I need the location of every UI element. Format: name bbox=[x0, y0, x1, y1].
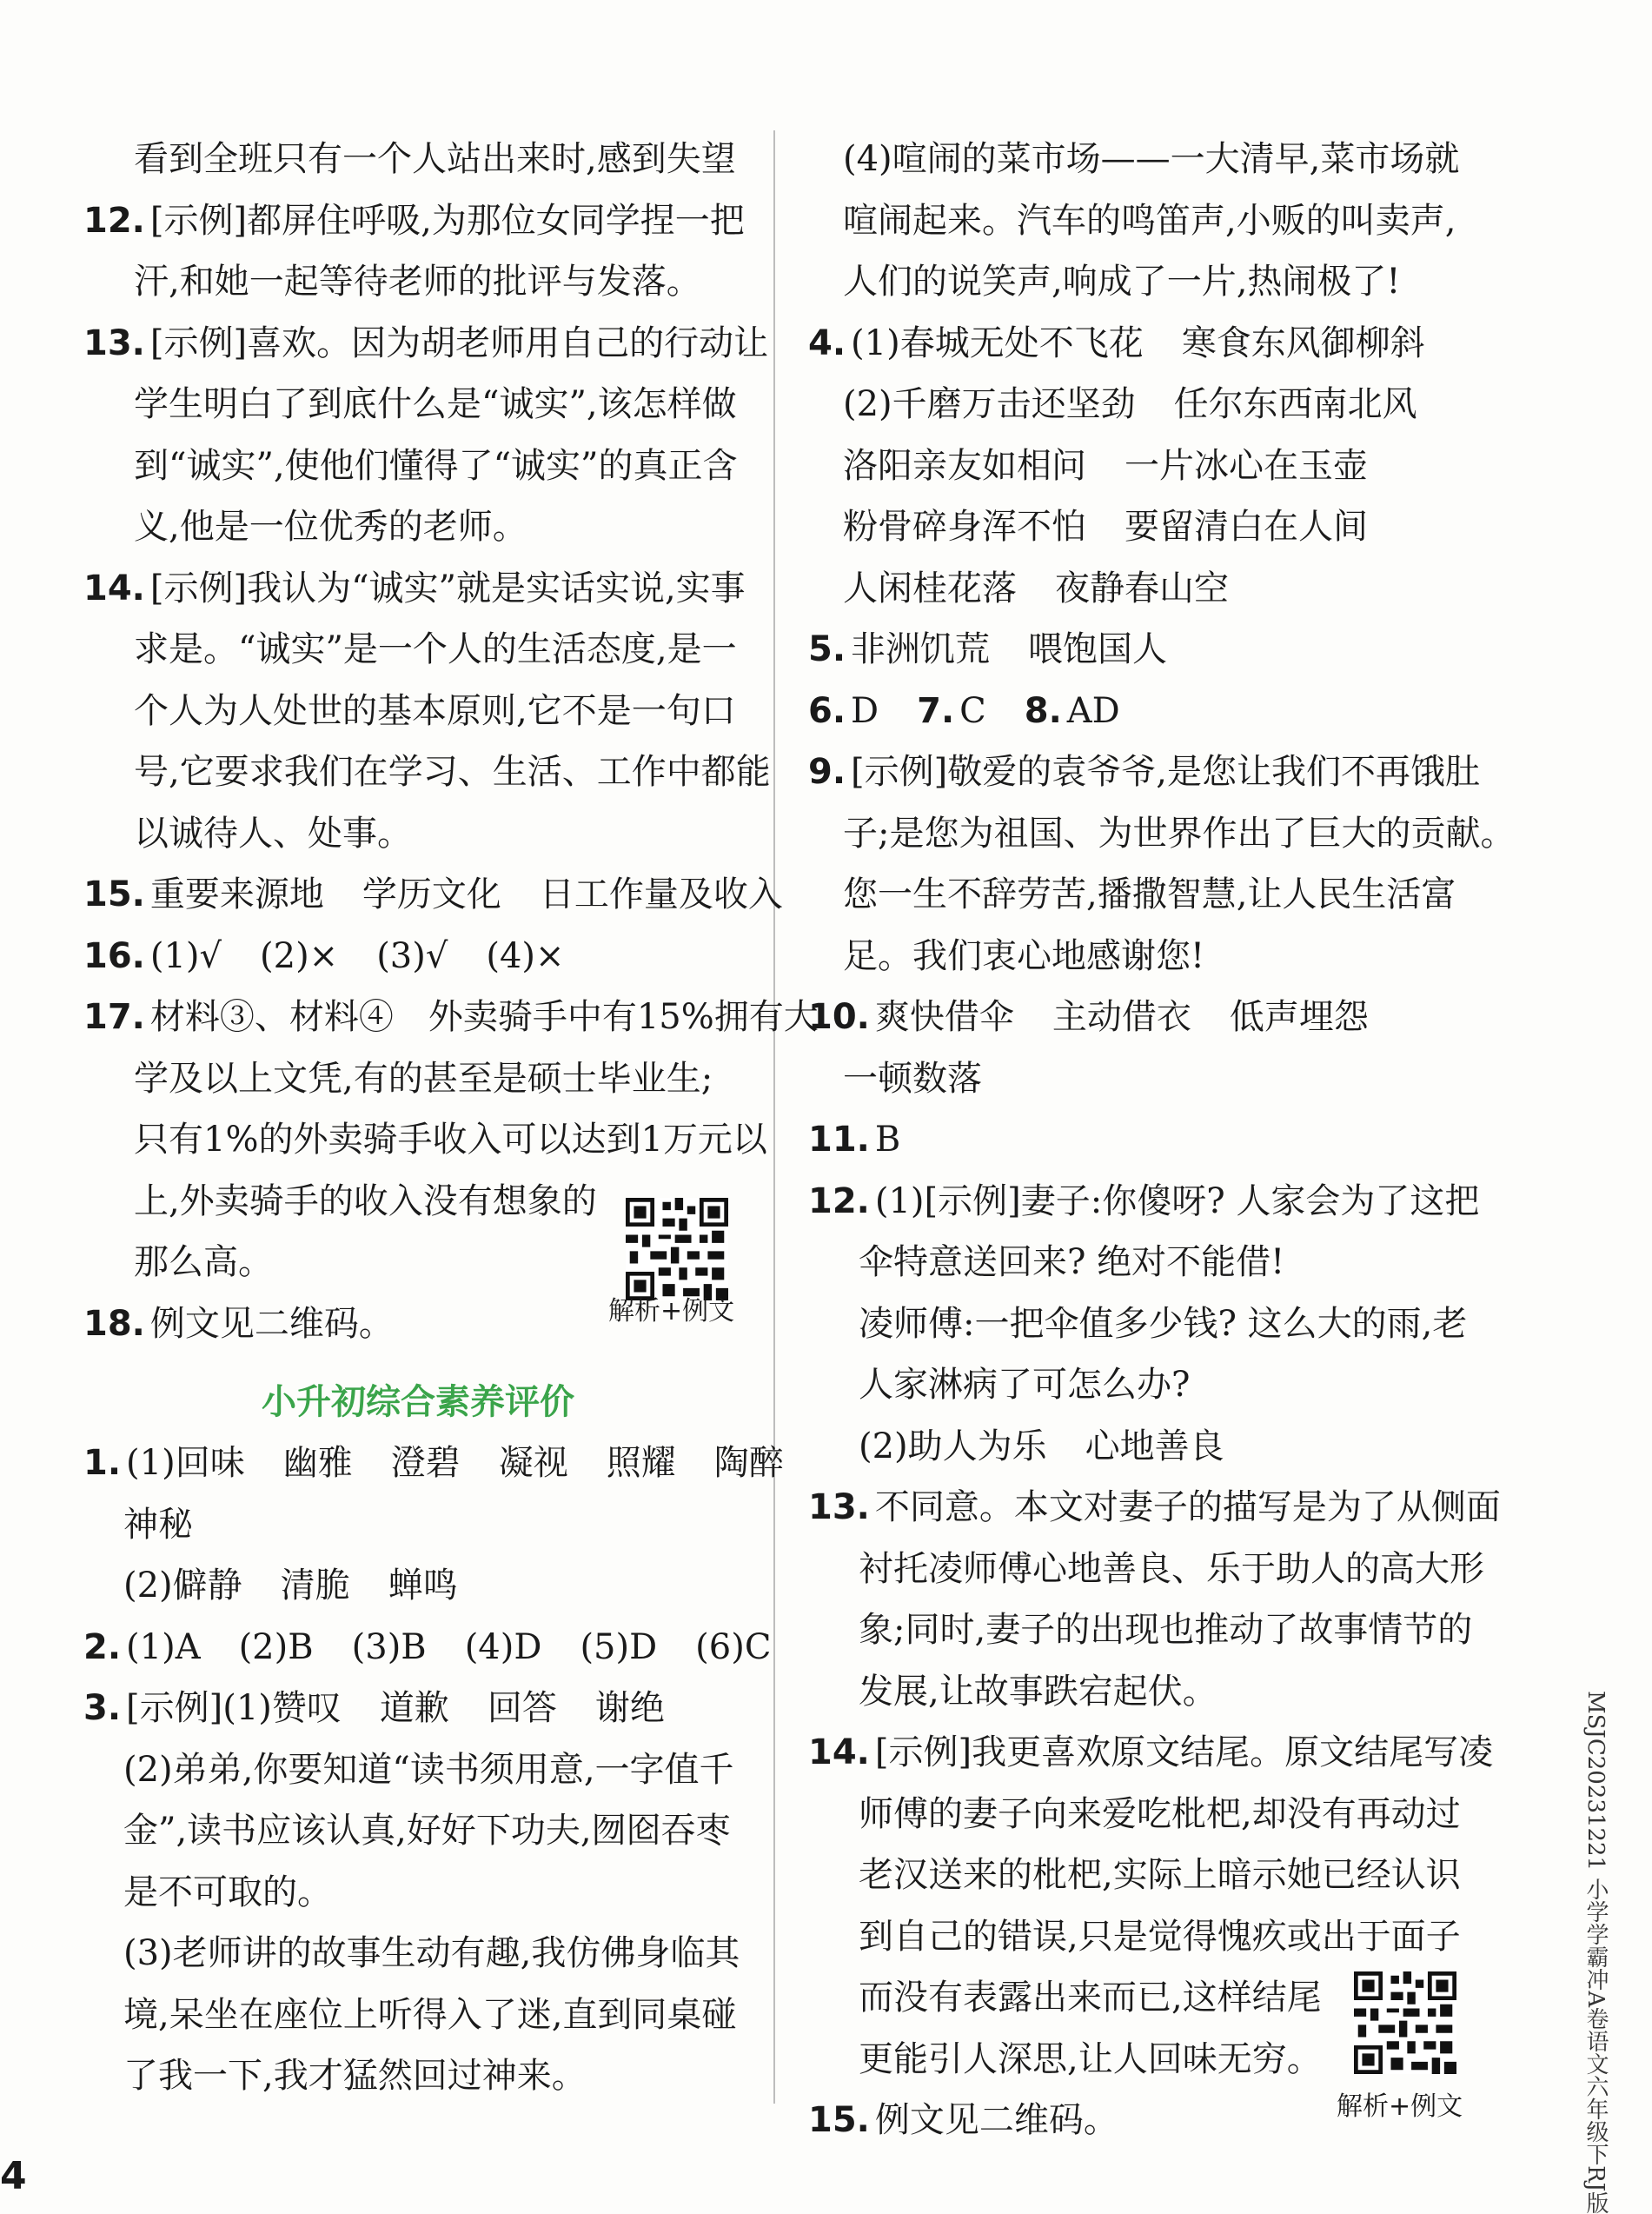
answer-line: 衬托凌师傅心地善良、乐于助人的高大形 bbox=[859, 1548, 1484, 1589]
answer-line: 师傅的妻子向来爱吃枇杷,却没有再动过 bbox=[859, 1793, 1461, 1834]
answer-line: 神秘 bbox=[123, 1504, 193, 1545]
answer-r9: 9. [示例]敬爱的袁爷爷,是您让我们不再饿肚 bbox=[808, 752, 1480, 792]
answer-line: 金”,读书应该认真,好好下功夫,囫囵吞枣 bbox=[123, 1811, 731, 1851]
answer-s2: 2. (1)A (2)B (3)B (4)D (5)D (6)C bbox=[83, 1626, 772, 1667]
answer-16: 16. (1)√ (2)× (3)√ (4)× bbox=[83, 935, 565, 976]
answer-line: 伞特意送回来? 绝对不能借! bbox=[859, 1242, 1285, 1282]
answer-12: 12. [示例]都屏住呼吸,为那位女同学捏一把 bbox=[83, 200, 745, 241]
answer-line: 凌师傅:一把伞值多少钱? 这么大的雨,老 bbox=[859, 1303, 1468, 1344]
answer-line: 而没有表露出来而已,这样结尾 bbox=[859, 1978, 1322, 2018]
answer-line: 象;同时,妻子的出现也推动了故事情节的 bbox=[859, 1610, 1473, 1650]
answer-13: 13. [示例]喜欢。因为胡老师用自己的行动让 bbox=[83, 322, 769, 363]
answer-s3: 3. [示例](1)赞叹 道歉 回答 谢绝 bbox=[83, 1688, 665, 1728]
answer-r13: 13. 不同意。本文对妻子的描写是为了从侧面 bbox=[808, 1487, 1501, 1527]
answer-line: 境,呆坐在座位上听得入了迷,直到同桌碰 bbox=[123, 1994, 737, 2035]
answer-line: 足。我们衷心地感谢您! bbox=[843, 935, 1205, 976]
qr-code-icon[interactable] bbox=[1354, 1971, 1456, 2074]
qr-caption: 解析+例文 bbox=[608, 1296, 735, 1326]
answer-line: (2)弟弟,你要知道“读书须用意,一字值千 bbox=[123, 1749, 734, 1790]
answer-line: 到“诚实”,使他们懂得了“诚实”的真正含 bbox=[134, 445, 738, 486]
left-column bbox=[83, 129, 819, 2107]
answer-line: 了我一下,我才猛然回过神来。 bbox=[123, 2056, 587, 2096]
answer-line: 洛阳亲友如相问 一片冰心在玉壶 bbox=[843, 445, 1368, 486]
answer-line: 人闲桂花落 夜静春山空 bbox=[843, 568, 1229, 608]
answer-s1: 1. (1)回味 幽雅 澄碧 凝视 照耀 陶醉 bbox=[83, 1443, 784, 1483]
answer-r678: 6. D 7. C 8. AD bbox=[808, 690, 1120, 731]
qr-code-icon[interactable] bbox=[626, 1198, 728, 1300]
answer-r4: 4. (1)春城无处不飞花 寒食东风御柳斜 bbox=[808, 322, 1425, 363]
answer-line: 您一生不辞劳苦,播撒智慧,让人民生活富 bbox=[843, 874, 1456, 914]
answer-line: 号,它要求我们在学习、生活、工作中都能 bbox=[134, 752, 771, 792]
answer-r5: 5. 非洲饥荒 喂饱国人 bbox=[808, 629, 1168, 669]
page-number: 4 bbox=[0, 2154, 27, 2198]
qr-caption: 解析+例文 bbox=[1337, 2091, 1463, 2122]
answer-line: 子;是您为祖国、为世界作出了巨大的贡献。 bbox=[843, 813, 1516, 854]
answer-r12: 12. (1)[示例]妻子:你傻呀? 人家会为了这把 bbox=[808, 1180, 1480, 1221]
answer-18: 18. 例文见二维码。 bbox=[83, 1303, 394, 1344]
answer-line: 人家淋病了可怎么办? bbox=[859, 1365, 1191, 1405]
answer-line: (2)千磨万击还坚劲 任尔东西南北风 bbox=[843, 384, 1417, 424]
answer-r14: 14. [示例]我更喜欢原文结尾。原文结尾写凌 bbox=[808, 1732, 1494, 1772]
answer-line: 是不可取的。 bbox=[123, 1872, 332, 1912]
answer-line: 那么高。 bbox=[134, 1242, 273, 1282]
answer-line: 喧闹起来。汽车的鸣笛声,小贩的叫卖声, bbox=[843, 200, 1456, 241]
right-column bbox=[808, 129, 1516, 2151]
answer-line: 学生明白了到底什么是“诚实”,该怎样做 bbox=[134, 384, 737, 424]
side-text: MSJC20231221 小学学霸冲A卷语文六年级下RJ版 bbox=[1582, 1691, 1609, 2214]
answer-line: 个人为人处世的基本原则,它不是一句口 bbox=[134, 690, 736, 731]
answer-line: 老汉送来的枇杷,实际上暗示她已经认识 bbox=[859, 1855, 1461, 1895]
answer-line: 看到全班只有一个人站出来时,感到失望 bbox=[134, 139, 736, 179]
answer-r11: 11. B bbox=[808, 1120, 901, 1160]
section-title: 小升初综合素养评价 bbox=[262, 1382, 574, 1422]
answer-line: (3)老师讲的故事生动有趣,我仿佛身临其 bbox=[123, 1933, 740, 1973]
answer-line: 一顿数落 bbox=[843, 1058, 982, 1099]
answer-line: (4)喧闹的菜市场——一大清早,菜市场就 bbox=[843, 139, 1460, 179]
answer-line: 上,外卖骑手的收入没有想象的 bbox=[134, 1180, 597, 1221]
answer-line: 人们的说笑声,响成了一片,热闹极了! bbox=[843, 262, 1401, 302]
answer-line: 义,他是一位优秀的老师。 bbox=[134, 507, 527, 547]
answer-line: 学及以上文凭,有的甚至是硕士毕业生; bbox=[134, 1058, 713, 1099]
answer-line: 发展,让故事跌宕起伏。 bbox=[859, 1671, 1217, 1712]
answer-r10: 10. 爽快借伞 主动借衣 低声埋怨 bbox=[808, 997, 1369, 1037]
answer-line: (2)僻静 清脆 蝉鸣 bbox=[123, 1566, 458, 1606]
answer-line: 只有1%的外卖骑手收入可以达到1万元以 bbox=[134, 1120, 767, 1160]
answer-r15: 15. 例文见二维码。 bbox=[808, 2100, 1118, 2140]
answer-line: 到自己的错误,只是觉得愧疚或出于面子 bbox=[859, 1916, 1461, 1957]
answer-line: 汗,和她一起等待老师的批评与发落。 bbox=[134, 262, 701, 302]
answer-line: 粉骨碎身浑不怕 要留清白在人间 bbox=[843, 507, 1368, 547]
answer-line: 以诚待人、处事。 bbox=[134, 813, 412, 854]
column-divider bbox=[773, 130, 775, 2104]
answer-17: 17. 材料③、材料④ 外卖骑手中有15%拥有大 bbox=[83, 997, 819, 1037]
answer-line: 更能引人深思,让人回味无穷。 bbox=[859, 2038, 1322, 2079]
answer-14: 14. [示例]我认为“诚实”就是实话实说,实事 bbox=[83, 568, 746, 608]
answer-line: (2)助人为乐 心地善良 bbox=[859, 1426, 1224, 1466]
answer-line: 求是。“诚实”是一个人的生活态度,是一 bbox=[134, 629, 737, 669]
answer-15: 15. 重要来源地 学历文化 日工作量及收入 bbox=[83, 874, 783, 914]
